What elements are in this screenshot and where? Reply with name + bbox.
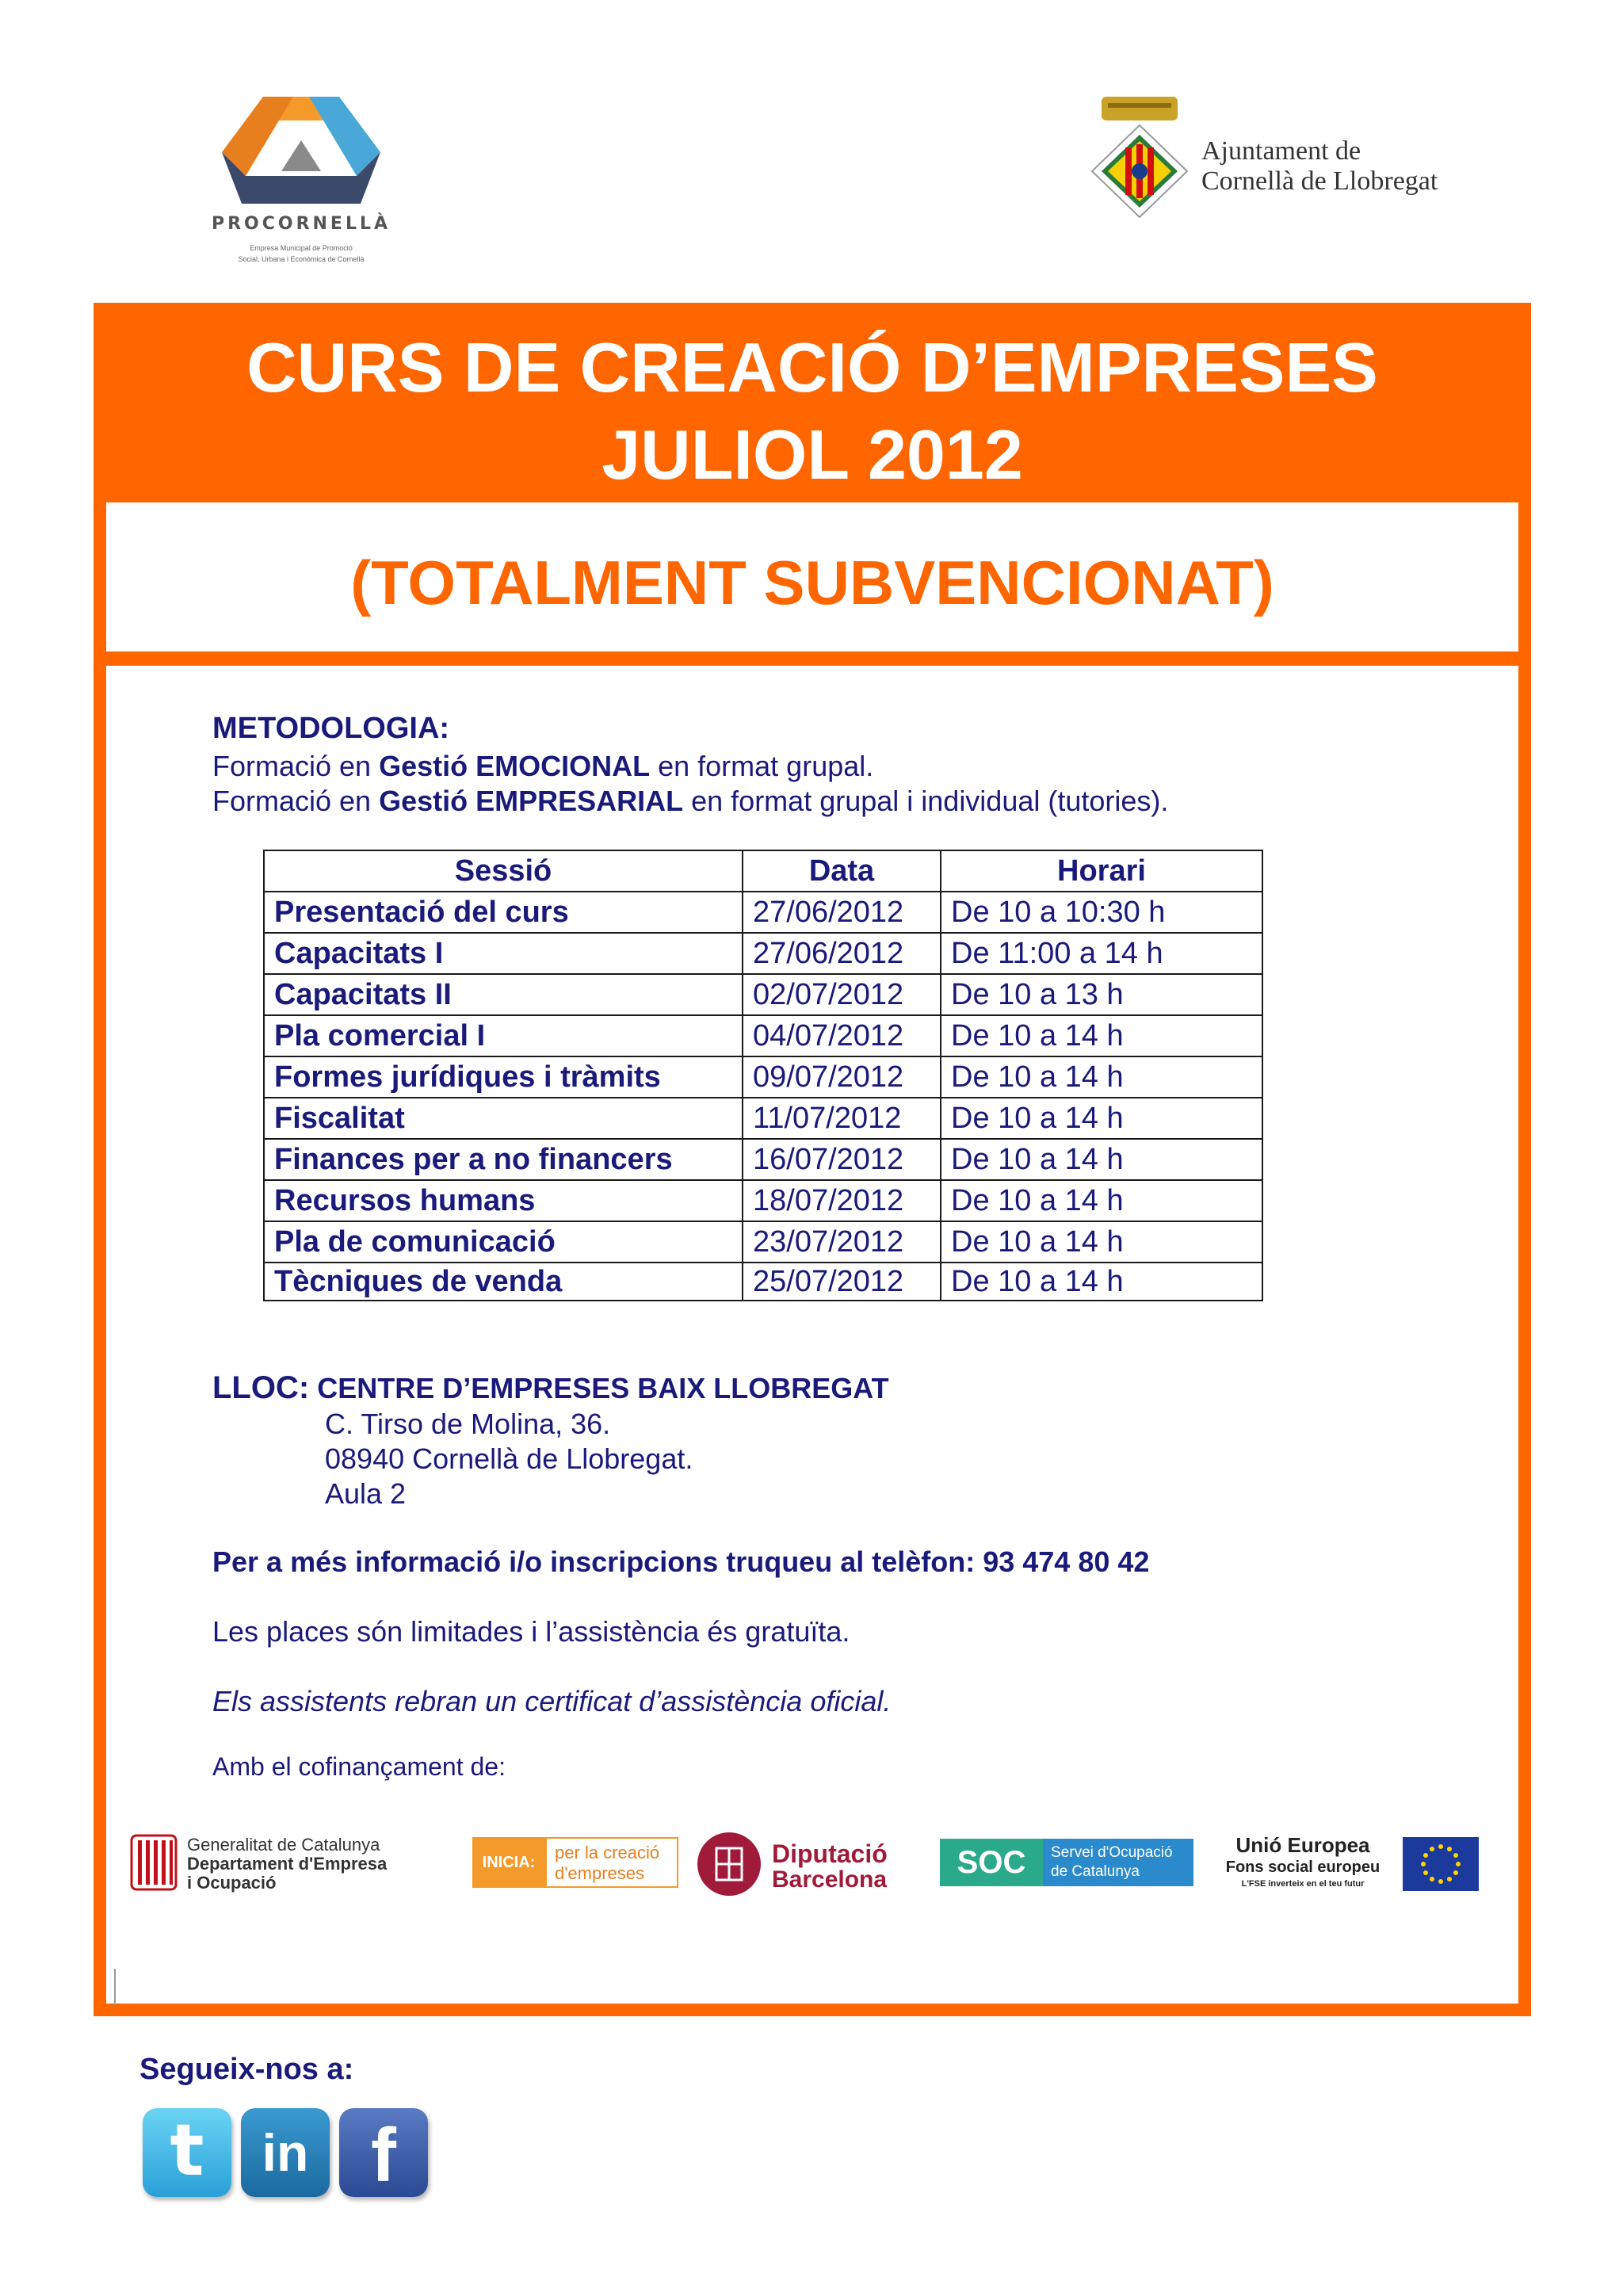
ajuntament-logo (1084, 94, 1496, 220)
session-cell: Recursos humans (264, 1180, 743, 1221)
methodology-line-1-post: en format grupal. (650, 750, 874, 782)
eu-logo (1216, 1831, 1482, 1894)
location-label: LLOC: (212, 1370, 310, 1405)
linkedin-icon[interactable]: in (241, 2108, 330, 2197)
location (212, 1371, 889, 1405)
table-row (264, 933, 1262, 974)
soc-line-2: de Catalunya (1051, 1863, 1140, 1880)
time-cell: De 10 a 14 h (941, 1180, 1262, 1221)
eu-line-1: Unió Europea (1235, 1833, 1370, 1857)
generalitat-line-2: Departament d'Empresa (187, 1854, 388, 1874)
date-cell: 04/07/2012 (743, 1015, 941, 1056)
table-row (264, 1098, 1262, 1139)
date-cell: 27/06/2012 (743, 933, 941, 974)
header-time: Horari (941, 850, 1262, 892)
session-cell: Presentació del curs (264, 892, 743, 933)
ajuntament-line-2: Cornellà de Llobregat (1201, 166, 1438, 196)
session-cell: Fiscalitat (264, 1098, 743, 1139)
session-cell: Tècniques de venda (264, 1263, 743, 1301)
title-line-1: CURS DE CREACIÓ D’EMPRESES (246, 328, 1378, 407)
methodology-heading: METODOLOGIA: (212, 712, 450, 745)
eu-line-3: L'FSE inverteix en el teu futur (1241, 1879, 1365, 1889)
separator-band (94, 651, 1531, 666)
inicia-line-2: d'empreses (555, 1863, 645, 1883)
generalitat-line-3: i Ocupació (187, 1873, 277, 1893)
location-address-2: 08940 Cornellà de Llobregat. (325, 1442, 693, 1475)
contact-info: Per a més informació i/o inscripcions truqueu al telèfon: 93 474 80 42 (212, 1545, 1150, 1578)
location-address-1: C. Tirso de Molina, 36. (325, 1408, 611, 1440)
session-cell: Pla comercial I (264, 1015, 743, 1056)
diputacio-line-2: Barcelona (772, 1866, 888, 1893)
certificate-info: Els assistents rebran un certificat d’assistència oficial. (212, 1685, 892, 1717)
inicia-line-1: per la creació (555, 1843, 660, 1862)
methodology-line-1-bold: Gestió EMOCIONAL (379, 750, 651, 782)
methodology-line-1 (212, 750, 873, 783)
methodology-line-2-post: en format grupal i individual (tutories). (683, 785, 1169, 817)
time-cell: De 10 a 10:30 h (941, 892, 1262, 933)
diputacio-logo (696, 1831, 910, 1894)
ajuntament-line-1: Ajuntament de (1201, 136, 1361, 166)
date-cell: 18/07/2012 (743, 1180, 941, 1221)
date-cell: 23/07/2012 (743, 1221, 941, 1263)
date-cell: 09/07/2012 (743, 1056, 941, 1098)
methodology-line-1-pre: Formació en (212, 750, 380, 782)
title-line-2: JULIOL 2012 (601, 415, 1023, 494)
table-row (264, 1263, 1262, 1301)
table-row (264, 1056, 1262, 1098)
cofinancing-label: Amb el cofinançament de: (212, 1752, 506, 1781)
soc-logo (940, 1831, 1195, 1894)
table-row (264, 892, 1262, 933)
time-cell: De 10 a 14 h (941, 1263, 1262, 1301)
date-cell: 16/07/2012 (743, 1139, 941, 1180)
procornella-logo (198, 89, 404, 271)
date-cell: 27/06/2012 (743, 892, 941, 933)
time-cell: De 10 a 13 h (941, 974, 1262, 1015)
time-cell: De 10 a 14 h (941, 1221, 1262, 1263)
table-row (264, 1015, 1262, 1056)
twitter-icon[interactable]: t (143, 2108, 231, 2197)
date-cell: 02/07/2012 (743, 974, 941, 1015)
table-row (264, 1221, 1262, 1263)
session-cell: Capacitats II (264, 974, 743, 1015)
table-row (264, 974, 1262, 1015)
eu-flag-icon (1403, 1837, 1479, 1891)
table-row (264, 1139, 1262, 1180)
date-cell: 25/07/2012 (743, 1263, 941, 1301)
diputacio-emblem-icon (696, 1831, 762, 1897)
methodology-line-2 (212, 785, 1168, 818)
time-cell: De 10 a 14 h (941, 1139, 1262, 1180)
header-date: Data (743, 850, 941, 892)
eu-line-2: Fons social europeu (1225, 1859, 1381, 1876)
places-info: Les places són limitades i l’assistència és gratuïta. (212, 1615, 850, 1648)
time-cell: De 10 a 14 h (941, 1098, 1262, 1139)
facebook-icon[interactable]: f (339, 2108, 428, 2197)
soc-badge: SOC (940, 1839, 1043, 1886)
generalitat-logo (128, 1831, 414, 1894)
location-room: Aula 2 (325, 1477, 407, 1510)
procornella-subtitle-2: Social, Urbana i Econòmica de Cornellà (238, 255, 365, 263)
divider (114, 1969, 116, 2005)
soc-box (1043, 1839, 1193, 1886)
schedule-table (263, 850, 1263, 1301)
diputacio-line-1: Diputació (772, 1839, 888, 1868)
subtitle: (TOTALMENT SUBVENCIONAT) (350, 548, 1274, 617)
inicia-box (545, 1837, 678, 1888)
session-cell: Pla de comunicació (264, 1221, 743, 1263)
time-cell: De 11:00 a 14 h (941, 933, 1262, 974)
session-cell: Formes jurídiques i tràmits (264, 1056, 743, 1098)
generalitat-line-1: Generalitat de Catalunya (187, 1835, 380, 1855)
soc-line-1: Servei d'Ocupació (1051, 1844, 1173, 1861)
coat-of-arms-icon (1084, 94, 1195, 220)
time-cell: De 10 a 14 h (941, 1056, 1262, 1098)
inicia-logo (472, 1831, 680, 1894)
table-row (264, 1180, 1262, 1221)
header-session: Sessió (264, 850, 743, 892)
schedule-body (264, 892, 1262, 1301)
date-cell: 11/07/2012 (743, 1098, 941, 1139)
title-band (94, 303, 1531, 502)
social-label: Segueix-nos a: (139, 2053, 354, 2086)
table-header-row (264, 850, 1262, 892)
ajuntament-name (1201, 136, 1438, 197)
session-cell: Finances per a no financers (264, 1139, 743, 1180)
generalitat-emblem-icon (128, 1831, 179, 1894)
session-cell: Capacitats I (264, 933, 743, 974)
location-name: CENTRE D’EMPRESES BAIX LLOBREGAT (317, 1372, 889, 1404)
procornella-emblem (198, 89, 404, 208)
inicia-badge: INICIA: (472, 1837, 545, 1888)
time-cell: De 10 a 14 h (941, 1015, 1262, 1056)
methodology-line-2-pre: Formació en (212, 785, 380, 817)
procornella-subtitle-1: Empresa Municipal de Promoció (250, 244, 353, 252)
methodology-line-2-bold: Gestió EMPRESARIAL (379, 785, 684, 817)
procornella-name: PROCORNELLÀ (211, 214, 391, 234)
